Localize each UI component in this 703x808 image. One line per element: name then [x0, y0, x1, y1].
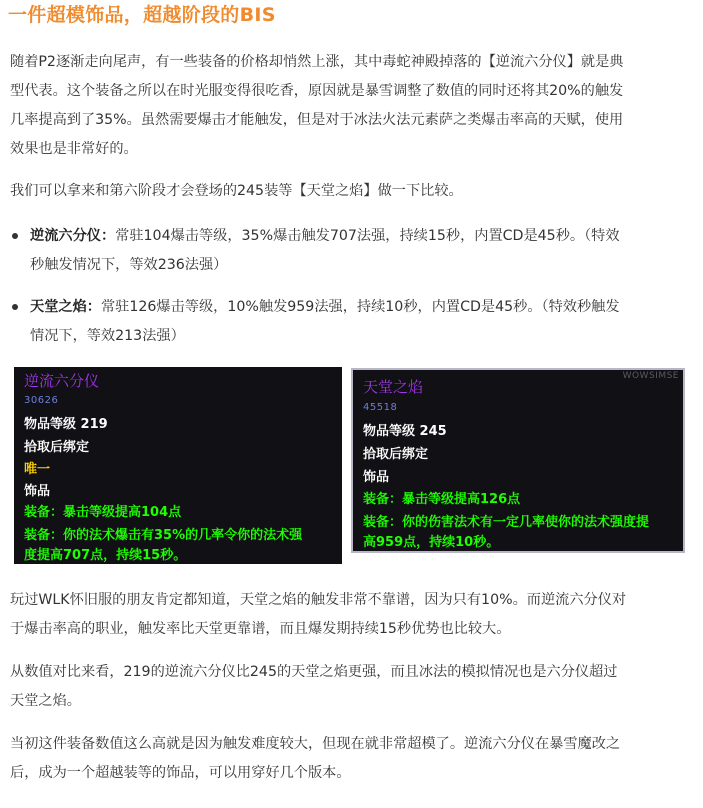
item-name: 逆流六分仪	[24, 372, 100, 390]
item-slot: 饰品	[363, 470, 390, 485]
intro-line: 随着P2逐渐走向尾声，有一些装备的价格却悄然上涨，其中毒蛇神殿掉落的【逆流六分仪】就是典	[10, 54, 624, 70]
bullet-line: 情况下，等效213法强）	[30, 328, 185, 344]
item-slot: 饰品	[24, 484, 51, 499]
bullet-text	[30, 293, 692, 351]
item-equip-effect: 装备：暴击等级提高104点	[24, 505, 182, 520]
bullet-title: 逆流六分仪：	[30, 228, 116, 244]
paragraph-line: 玩过WLK怀旧服的朋友肯定都知道，天堂之焰的触发非常不靠谱，因为只有10%。而逆流六分仪对	[10, 592, 627, 608]
wlk-paragraph	[10, 586, 692, 644]
item-equip-effect: 高959点，持续10秒。	[363, 535, 500, 550]
bullet-line: 常驻126爆击等级，10%触发959法强，持续10秒，内置CD是45秒。（特效秒触发	[100, 299, 620, 315]
item-name: 天堂之焰	[363, 378, 424, 396]
item-equip-effect: 度提高707点，持续15秒。	[24, 548, 187, 563]
item-equip-effect: 装备：暴击等级提高126点	[363, 492, 521, 507]
item-level: 物品等级 219	[24, 417, 108, 432]
bullet-item-flame	[10, 293, 692, 351]
bullet-line: 秒触发情况下，等效236法强）	[30, 257, 228, 273]
article-heading: 一件超模饰品，超越阶段的BIS	[8, 4, 276, 26]
compare-paragraph: 我们可以拿来和第六阶段才会登场的245装等【天堂之焰】做一下比较。	[10, 183, 463, 199]
paragraph-line: 于爆击率高的职业，触发率比天堂更靠谱，而且爆发期持续15秒优势也比较大。	[10, 621, 511, 637]
paragraph-line: 当初这件装备数值这么高就是因为触发难度较大，但现在就非常超模了。逆流六分仪在暴雪魔改之	[10, 736, 621, 752]
item-binding: 拾取后绑定	[363, 447, 429, 462]
paragraph-line: 天堂之焰。	[10, 693, 81, 709]
bullet-text	[30, 222, 692, 280]
bullet-item-sextant	[10, 222, 692, 280]
item-equip-effect: 装备：你的法术爆击有35%的几率令你的法术强	[24, 528, 303, 543]
item-equip-effect: 装备：你的伤害法术有一定几率使你的法术强度提	[363, 515, 650, 530]
intro-paragraph	[10, 48, 692, 164]
intro-line: 几率提高到了35%。虽然需要爆击才能触发，但是对于冰法火法元素萨之类爆击率高的天赋，使用	[10, 112, 624, 128]
numbers-paragraph	[10, 658, 692, 716]
paragraph-line: 从数值对比来看，219的逆流六分仪比245的天堂之焰更强，而且冰法的模拟情况也是六分仪超过	[10, 664, 618, 680]
item-id: 30626	[24, 395, 59, 406]
watermark: WOWSIMSE	[622, 371, 679, 381]
item-binding: 拾取后绑定	[24, 440, 90, 455]
item-id: 45518	[363, 402, 398, 413]
bullet-title: 天堂之焰：	[30, 299, 101, 315]
bullet-dot	[12, 233, 18, 239]
intro-line: 效果也是非常好的。	[10, 141, 138, 157]
conclusion-paragraph	[10, 730, 692, 788]
item-unique: 唯一	[24, 462, 51, 477]
paragraph-line: 后，成为一个超越装等的饰品，可以用穿好几个版本。	[10, 765, 351, 781]
tooltip-heavenly-flame	[351, 368, 685, 553]
intro-line: 型代表。这个装备之所以在时光服变得很吃香，原因就是暴雪调整了数值的同时还将其20%的触发	[10, 83, 624, 99]
item-level: 物品等级 245	[363, 424, 447, 439]
tooltip-sextant	[14, 367, 342, 564]
bullet-dot	[12, 304, 18, 310]
bullet-line: 常驻104爆击等级，35%爆击触发707法强，持续15秒，内置CD是45秒。（特效	[115, 228, 620, 244]
